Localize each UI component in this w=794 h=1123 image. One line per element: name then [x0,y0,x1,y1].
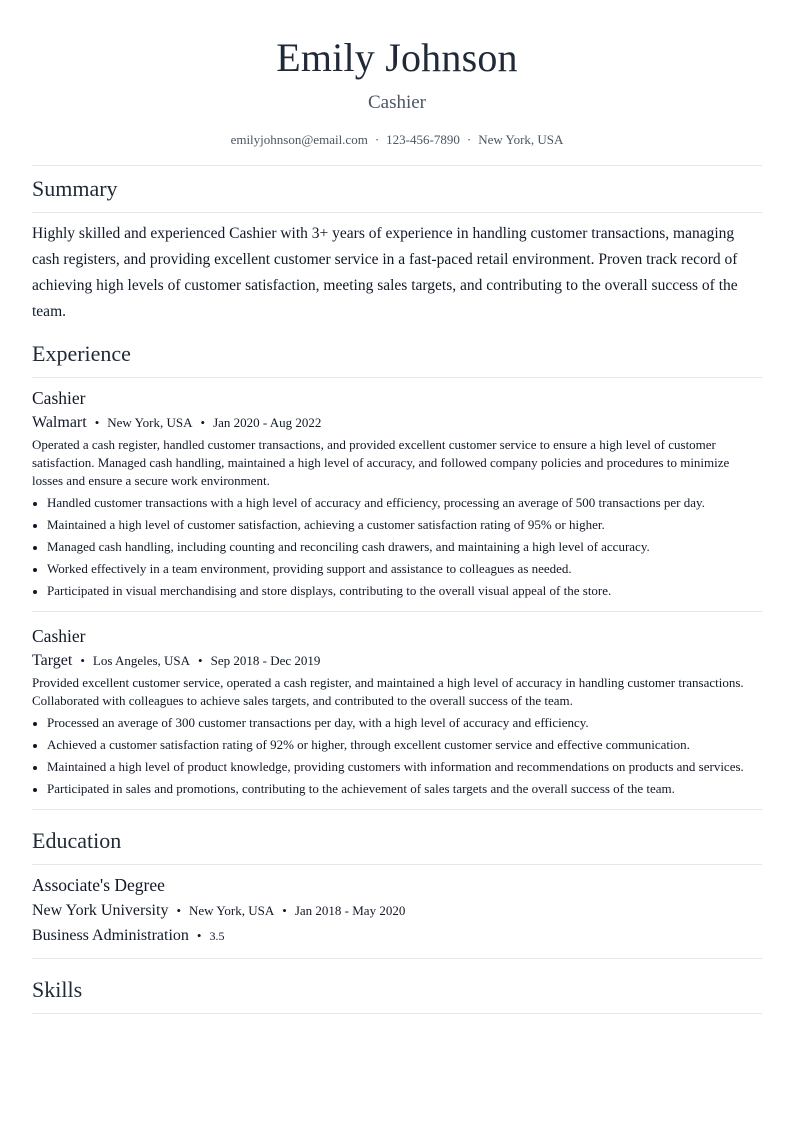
contact-separator: · [466,132,472,147]
summary-text: Highly skilled and experienced Cashier with 3+ years of experience in handling customer transactions, managing cash registers, and providing excellent customer service in a fast-paced retail environment. Proven track record of achieving high levels of customer satisfaction, meeting sales targets, and contributing to the overall success of the team. [32,225,738,320]
list-item: Maintained a high level of product knowledge, providing customers with information and recommendations on products and services. [32,758,762,776]
section-divider [32,377,762,378]
section-divider [32,212,762,213]
skills-section [32,976,762,1014]
degree: Associate's Degree [32,875,165,895]
job-dates: Jan 2020 - Aug 2022 [213,415,322,430]
meta-separator: • [94,415,100,430]
section-divider [32,864,762,865]
job-divider [32,611,762,612]
job-highlights [32,714,762,798]
job-meta [32,413,762,433]
list-item: Participated in visual merchandising and store displays, contributing to the overall visual appeal of the store. [32,582,762,600]
resume-header [32,0,762,149]
job-meta [32,651,762,671]
section-title-summary: Summary [32,176,118,201]
job-dates: Sep 2018 - Dec 2019 [210,653,321,668]
education-section [32,827,762,959]
contact-location: New York, USA [478,132,564,147]
meta-separator: • [200,415,206,430]
job-description: Provided excellent customer service, operated a cash register, and maintained a high level of accuracy in handling customer transactions. Collaborated with colleagues to achieve sales targets, and contributed to the overall success of the team. [32,675,744,708]
job-divider [32,809,762,810]
job-entry [32,387,762,600]
contact-line [32,131,762,149]
section-title-skills: Skills [32,977,83,1002]
meta-separator: • [176,903,182,918]
education-field-line [32,926,762,946]
contact-email[interactable]: emilyjohnson@email.com [230,132,368,147]
list-item: Participated in sales and promotions, contributing to the achievement of sales targets and the overall success of the team. [32,780,762,798]
job-highlights [32,494,762,600]
education-dates: Jan 2018 - May 2020 [294,903,406,918]
section-title-experience: Experience [32,341,131,366]
summary-section [32,175,762,325]
job-title: Cashier [32,388,86,408]
education-entry [32,874,762,946]
education-meta [32,901,762,921]
job-location: Los Angeles, USA [92,653,191,668]
job-company: Target [32,652,73,669]
section-title-education: Education [32,828,122,853]
list-item: Processed an average of 300 customer transactions per day, with a high level of accuracy and efficiency. [32,714,762,732]
gpa: 3.5 [209,929,225,943]
candidate-role: Cashier [367,92,427,113]
field-of-study: Business Administration [32,927,189,944]
list-item: Handled customer transactions with a high level of accuracy and efficiency, processing an average of 500 transactions per day. [32,494,762,512]
school-location: New York, USA [189,903,275,918]
job-entry [32,625,762,798]
job-company: Walmart [32,414,87,431]
contact-phone[interactable]: 123-456-7890 [386,132,460,147]
meta-separator: • [198,653,203,668]
meta-separator: • [282,903,287,918]
list-item: Worked effectively in a team environment, providing support and assistance to colleagues as needed. [32,560,762,578]
meta-separator: • [80,653,85,668]
education-divider [32,958,762,959]
experience-section [32,340,762,810]
meta-separator: • [196,928,202,943]
candidate-name: Emily Johnson [276,35,518,80]
job-description: Operated a cash register, handled customer transactions, and provided excellent customer service to ensure a high level of customer satisfaction. Managed cash handling, maintained a high level of accuracy, and followed company policies and procedures to minimize losses and ensure a secure work environment. [32,437,730,488]
list-item: Achieved a customer satisfaction rating of 92% or higher, through excellent customer service and effective communication. [32,736,762,754]
list-item: Managed cash handling, including counting and reconciling cash drawers, and maintaining a high level of accuracy. [32,538,762,556]
header-divider [32,165,762,166]
job-title: Cashier [32,626,86,646]
job-location: New York, USA [107,415,193,430]
list-item: Maintained a high level of customer satisfaction, achieving a customer satisfaction rating of 95% or higher. [32,516,762,534]
contact-separator: · [374,132,380,147]
school: New York University [32,902,169,919]
section-divider [32,1013,762,1014]
